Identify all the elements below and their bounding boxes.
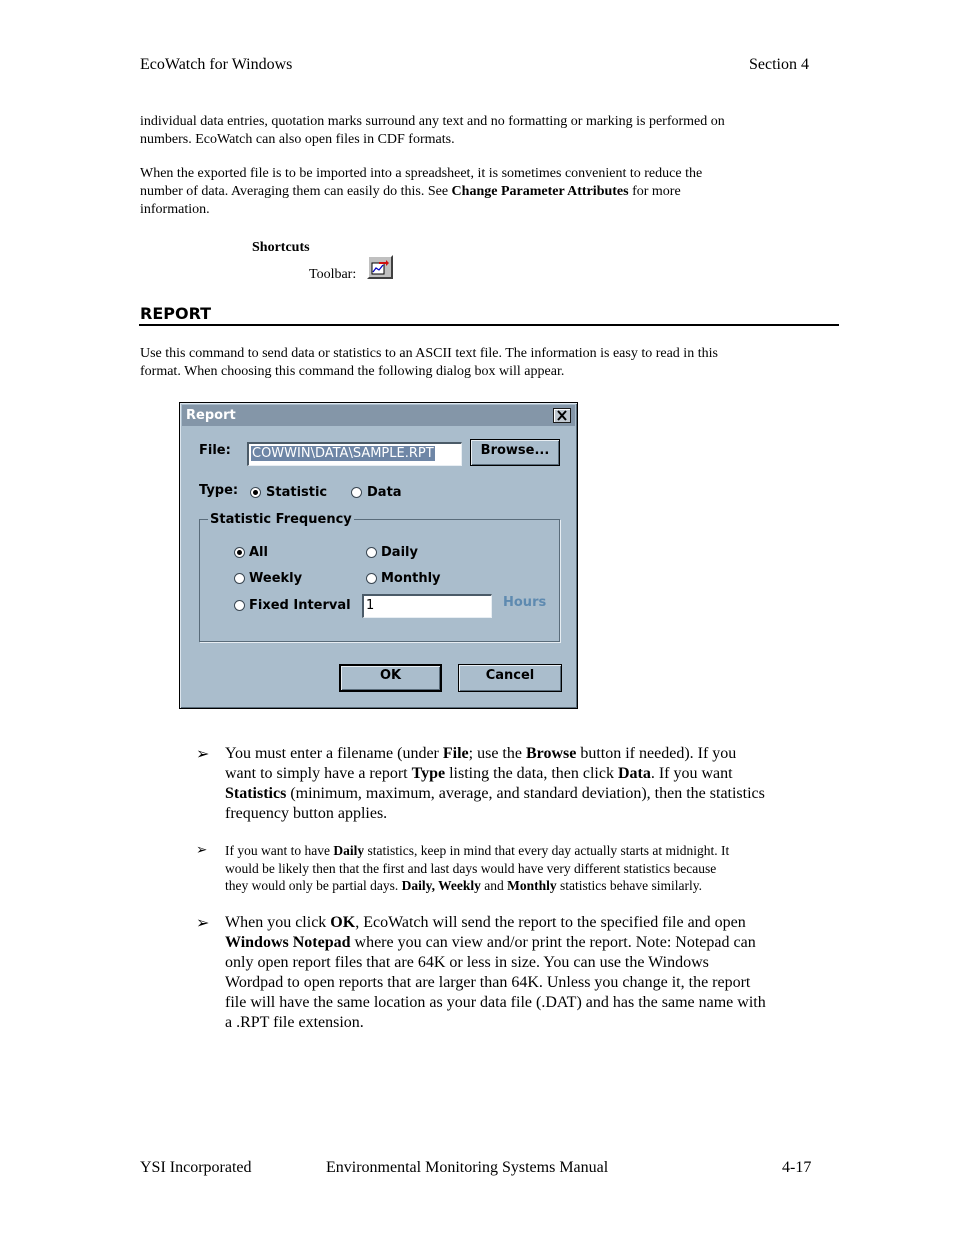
- section-intro: Use this command to send data or statistics to an ASCII text file. The information is easy to read in this format. When choosing this command the following dialog box will appear.: [140, 346, 718, 379]
- freq-daily-label: Daily: [381, 545, 418, 560]
- export-chart-icon[interactable]: [367, 255, 393, 279]
- footer-center: Environmental Monitoring Systems Manual: [326, 1159, 609, 1176]
- shortcuts-title: Shortcuts: [252, 240, 310, 255]
- freq-fixed-interval-radio[interactable]: [234, 600, 245, 611]
- close-icon: [554, 409, 570, 422]
- freq-weekly-label: Weekly: [249, 571, 303, 586]
- toolbar-label: Toolbar:: [309, 267, 357, 282]
- footer-left: YSI Incorporated: [140, 1159, 252, 1176]
- bullet-item-3: When you click OK, EcoWatch will send the report to the specified file and open Windows Notepad where you can view and/or print the report. Note: Notepad can only open report files that are 64K or less in size. You can use the Windows Wordpad to open reports that are larger than 64K. Unless you change it, the report file will have the same location as your data file (.DAT) and has the same name with a .RPT file extension.: [225, 914, 766, 1031]
- freq-monthly-label: Monthly: [381, 571, 441, 586]
- dialog-title: Report: [186, 408, 236, 423]
- dialog-titlebar: [182, 405, 575, 426]
- freq-weekly-radio[interactable]: [234, 573, 245, 584]
- type-data-label: Data: [367, 485, 402, 500]
- intro-paragraph-1: individual data entries, quotation marks surround any text and no formatting or marking is performed on numbers. EcoWatch can also open files in CDF formats.: [140, 114, 725, 147]
- bullet-marker: ➢: [196, 913, 210, 932]
- close-button[interactable]: [553, 408, 571, 423]
- statistic-frequency-title: Statistic Frequency: [210, 512, 352, 527]
- type-statistic-label: Statistic: [266, 485, 328, 500]
- report-dialog: [179, 402, 578, 709]
- heading-rule: [139, 324, 839, 326]
- type-label: Type:: [199, 483, 239, 498]
- file-label: File:: [199, 443, 231, 458]
- type-data-radio[interactable]: [351, 487, 362, 498]
- freq-monthly-radio[interactable]: [366, 573, 377, 584]
- bullet-item-2: If you want to have Daily statistics, keep in mind that every day actually starts at midnight. It would be likely then that the first and last days would have very different statistics because they would only be partial days. Daily, Weekly and Monthly statistics behave similarly.: [225, 843, 730, 893]
- bullet-marker: ➢: [196, 744, 210, 763]
- running-header-left: EcoWatch for Windows: [140, 56, 293, 73]
- freq-all-radio[interactable]: [234, 547, 245, 558]
- freq-all-label: All: [249, 545, 268, 560]
- ok-button[interactable]: OK: [339, 664, 442, 692]
- freq-fixed-interval-label: Fixed Interval: [249, 598, 351, 613]
- bullet-item-1: You must enter a filename (under File; use the Browse button if needed). If you want to simply have a report Type listing the data, then click Data. If you want Statistics (minimum, maximum, average, and standard deviation), then the statistics frequency button applies.: [225, 745, 765, 822]
- interval-input[interactable]: 1: [362, 594, 492, 618]
- hours-label: Hours: [503, 595, 547, 610]
- cancel-button[interactable]: Cancel: [458, 664, 562, 692]
- file-input[interactable]: COWWIN\DATA\SAMPLE.RPT: [247, 442, 462, 466]
- page-number: 4-17: [782, 1159, 812, 1176]
- browse-button[interactable]: Browse...: [470, 439, 560, 466]
- type-statistic-radio[interactable]: [250, 487, 261, 498]
- intro-paragraph-2: When the exported file is to be imported into a spreadsheet, it is sometimes convenient to reduce the number of data. Averaging them can easily do this. See Change Parameter Attributes for more information.: [140, 166, 703, 217]
- running-header-right: Section 4: [749, 56, 809, 73]
- freq-daily-radio[interactable]: [366, 547, 377, 558]
- section-heading: REPORT: [140, 304, 212, 323]
- bullet-marker: ➢: [196, 842, 208, 858]
